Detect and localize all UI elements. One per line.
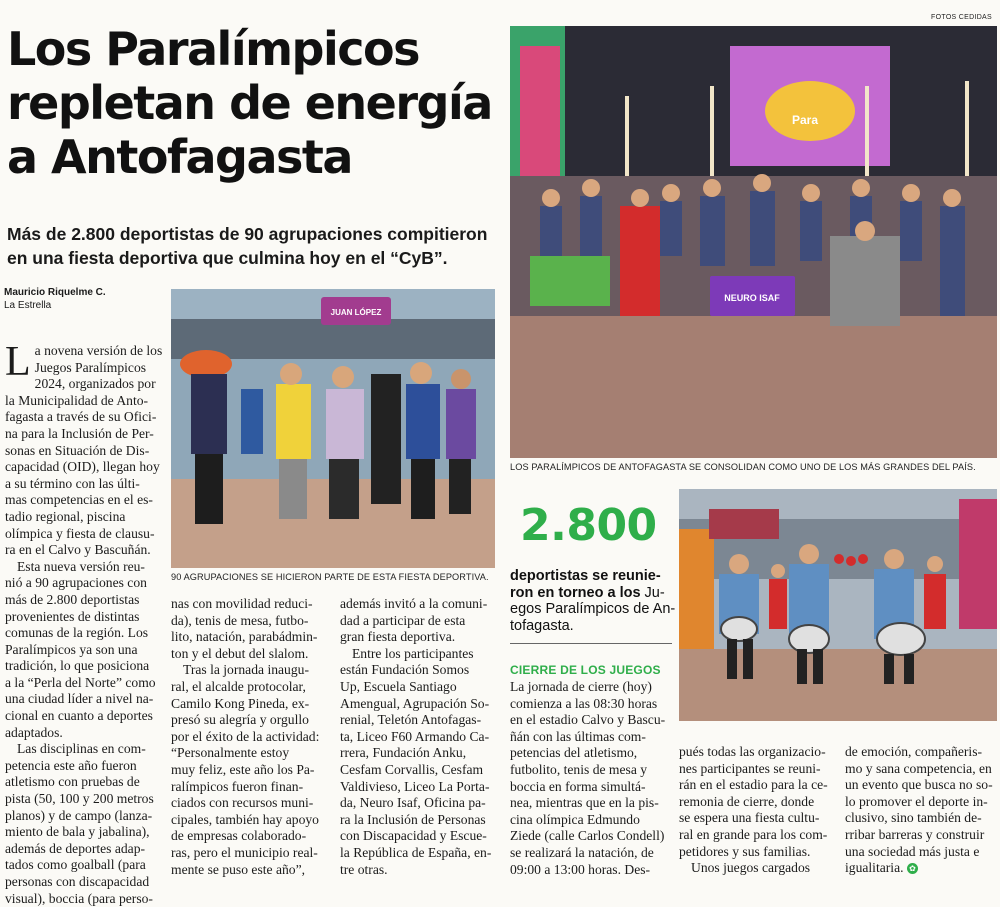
article-line: a novena versión de los (34, 343, 163, 358)
stage-sign-text: Para (792, 113, 819, 127)
article-line: na para la Inclusión de Per- (5, 425, 154, 441)
section-title: CIERRE DE LOS JUEGOS (510, 663, 661, 677)
article-line: de emoción, compañeris- (845, 744, 983, 759)
article-line: gran fiesta deportiva. (340, 629, 456, 645)
article-line: Entre los participantes (352, 645, 474, 661)
article-line: olímpica y fiesta de clausu- (5, 525, 155, 541)
author-organization: La Estrella (4, 300, 52, 311)
highlight-line: tofagasta. (510, 617, 574, 634)
article-line: están Fundación Somos (340, 662, 470, 678)
article-line: cina olímpica Edmundo (510, 811, 640, 827)
drum-band-photo (679, 489, 997, 721)
article-line: planos) y de campo (lanza- (5, 807, 153, 823)
photo-caption: LOS PARALÍMPICOS DE ANTOFAGASTA SE CONSOLIDAN COMO UNO DE LOS MÁS GRANDES DEL PAÍS. (510, 462, 976, 472)
article-line: petencia este año fueron (5, 757, 137, 773)
article-line: la República de España, en- (340, 844, 492, 860)
author-name: Mauricio Riquelme C. (4, 287, 106, 298)
divider (510, 643, 672, 644)
article-line: una ciudad líder a nivel na- (5, 691, 154, 707)
photo-credit: FOTOS CEDIDAS (931, 14, 992, 21)
article-line: Esta nueva versión reu- (17, 558, 145, 574)
article-line: La jornada de cierre (hoy) (510, 679, 652, 694)
banner-text: NEURO ISAF (724, 293, 780, 303)
article-line: ta, Liceo F60 Armando Ca- (340, 728, 490, 744)
article-line: mente se puso este año”, (171, 861, 306, 877)
article-line: Tras la jornada inaugu- (183, 662, 309, 678)
article-line: se espera una fiesta cultu- (679, 810, 820, 826)
headline-line: repletan de energía (7, 76, 492, 130)
article-line: ral en grande para los com- (679, 826, 828, 842)
article-line: se realizará la natación, de (510, 844, 654, 860)
highlight-number: 2.800 (520, 500, 657, 551)
article-line: Juegos Paralímpicos (34, 359, 147, 375)
article-line: Unos juegos cargados (691, 860, 811, 876)
article-line: además invitó a la comuni- (340, 596, 488, 611)
article-line: ñán con las últimas com- (510, 728, 646, 744)
article-line: tre otras. (340, 861, 388, 877)
article-line: rribar barreras y construir (845, 826, 985, 842)
photo-caption: 90 AGRUPACIONES SE HICIERON PARTE DE ESTA FIESTA DEPORTIVA. (171, 572, 489, 582)
article-column-4 (510, 679, 666, 878)
article-line: ras, pero el municipio real- (171, 844, 318, 860)
article-line: tados como goalball (para (5, 857, 146, 873)
article-line: provenientes de distintas (5, 608, 140, 624)
article-line: 2024, organizados por (34, 376, 156, 392)
article-line: lito, natación, parabádmin- (171, 629, 318, 645)
article-line: clusivo, sino también de- (845, 810, 982, 826)
article-line: nes participantes se reuni- (679, 760, 821, 776)
subhead-line: en una fiesta deportiva que culmina hoy en el “CyB”. (7, 248, 448, 268)
article-line: remonia de cierre, donde (679, 793, 815, 809)
article-line: Las disciplinas en com- (17, 741, 146, 757)
article-line-text: igualitaria. (845, 860, 904, 876)
highlight-regular: Ju- (644, 584, 665, 601)
article-line: “Personalmente estoy (171, 745, 290, 761)
article-line: Up, Escuela Santiago (340, 678, 457, 694)
article-line: comienza a las 08:30 horas (510, 695, 658, 711)
highlight-line: deportistas se reunie- (510, 568, 661, 584)
article-line: comunas de la región. Los (5, 625, 149, 641)
article-line: Cesfam Corvallis, Cesfam (340, 761, 484, 777)
highlight-text (510, 568, 676, 634)
article-line: tradición, lo que posiciona (5, 658, 150, 674)
article-line: ral, el alcalde protocolar, (171, 678, 306, 694)
article-line: Camilo Kong Pineda, ex- (171, 695, 310, 711)
article-column-5 (679, 744, 835, 877)
article-line: Valdivieso, Liceo La Porta- (340, 778, 490, 794)
article-line: pués todas las organizacio- (679, 744, 826, 759)
article-line: la Municipalidad de Anto- (5, 392, 149, 408)
article-column-1 (5, 339, 163, 907)
article-line: ton y el debut del slalom. (171, 645, 309, 661)
article-line: atletismo con pruebas de (5, 774, 140, 790)
article-column-3 (340, 596, 496, 878)
article-line: da, Neuro Isaf, Oficina pa- (340, 795, 486, 811)
subhead-line: Más de 2.800 deportistas de 90 agrupaciones compitieron (7, 224, 488, 244)
article-line: personas con discapacidad (5, 874, 150, 889)
headline (7, 22, 507, 184)
end-mark-icon: ✿ (907, 863, 918, 874)
article-line: Amengual, Agrupación So- (340, 695, 490, 711)
article-line: Paralímpicos ya son una (5, 641, 138, 657)
article-line: petidores y sus familias. (679, 843, 811, 859)
ceremony-photo (510, 26, 997, 458)
article-line: en el estadio Calvo y Bascu- (510, 712, 666, 728)
subheadline (7, 222, 507, 270)
drop-cap: L (5, 339, 31, 385)
article-line: rrera, Fundación Anku, (340, 745, 467, 761)
headline-line: a Antofagasta (7, 130, 352, 184)
article-line: dad a participar de esta (340, 612, 466, 628)
article-line: nea, mientras que en la pis- (510, 795, 659, 811)
article-line: presó su alegría y orgullo (171, 712, 309, 728)
article-line: un evento que busca no so- (845, 777, 993, 793)
article-line: adaptados. (5, 724, 63, 740)
article-line: más de 2.800 deportistas (5, 591, 140, 607)
article-line: muy feliz, este año los Pa- (171, 761, 315, 777)
article-line: ra la Inclusión de Personas (340, 811, 486, 827)
article-line: lo promover el deporte in- (845, 793, 988, 809)
article-line: mas competencias en el es- (5, 492, 153, 508)
article-line: cipales, también hay apoyo (171, 811, 319, 827)
article-line: ra en el Calvo y Bascuñán. (5, 542, 151, 558)
article-line: capacidad (OID), llegan hoy (5, 459, 160, 475)
article-line: cional en cuanto a deportes (5, 708, 153, 724)
article-line: fagasta a través de su Ofici- (5, 409, 157, 425)
article-line: sonas en Situación de Dis- (5, 442, 150, 458)
highlight-bold: ron en torneo a los (510, 584, 641, 601)
article-line: a su término con las últi- (5, 475, 140, 491)
article-line: por el éxito de la actividad: (171, 728, 320, 744)
article-line: mo y sana competencia, en (845, 760, 992, 776)
highlight-line (510, 585, 670, 602)
article-line: pista (50, 100 y 200 metros (5, 791, 154, 807)
article-line: miento de bala y jabalina), (5, 824, 150, 840)
banner-text: JUAN LÓPEZ (330, 308, 382, 317)
article-line: boccia en forma simultá- (510, 778, 646, 794)
article-line: visual), boccia (para perso- (5, 890, 153, 906)
article-line: de empresas colaborado- (171, 828, 307, 844)
article-line: da), tenis de mesa, futbo- (171, 612, 309, 628)
article-line: futbolito, tenis de mesa y (510, 761, 648, 777)
article-line: Ziede (calle Carlos Condell) (510, 828, 665, 844)
article-line: ciados con recursos muni- (171, 795, 314, 811)
article-line: tadio regional, piscina (5, 508, 126, 524)
article-line: rán en el estadio para la ce- (679, 777, 828, 793)
article-line: renial, Teletón Antofagas- (340, 712, 482, 728)
article-line: nas con movilidad reduci- (171, 596, 313, 611)
article-line: petencias del atletismo, (510, 745, 638, 761)
article-column-2 (171, 596, 327, 878)
article-line: a la “Perla del Norte” como (5, 674, 156, 690)
article-line: con Discapacidad y Escue- (340, 828, 487, 844)
article-line (845, 860, 997, 877)
article-column-6 (845, 744, 997, 877)
article-line: una sociedad más justa e (845, 843, 980, 859)
parade-photo (171, 289, 495, 568)
article-line: además de deportes adap- (5, 840, 146, 856)
article-line: ralímpicos fueron finan- (171, 778, 304, 794)
article-line: nió a 90 agrupaciones con (5, 575, 147, 591)
byline (4, 286, 106, 312)
highlight-line: egos Paralímpicos de An- (510, 601, 676, 617)
headline-line: Los Paralímpicos (7, 22, 419, 76)
article-line: 09:00 a 13:00 horas. Des- (510, 861, 651, 877)
